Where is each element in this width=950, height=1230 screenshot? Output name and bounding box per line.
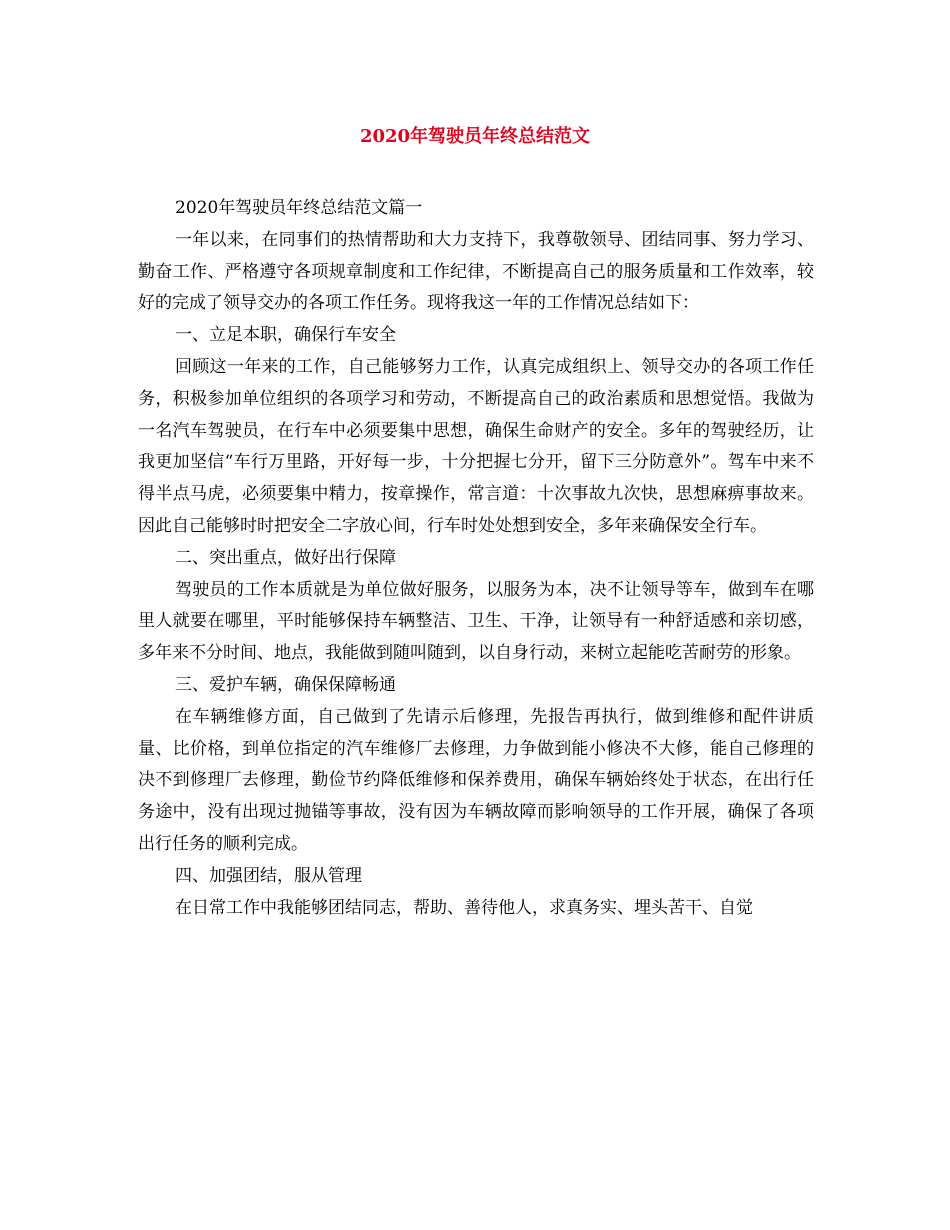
section-heading: 2020年驾驶员年终总结范文篇一 [175,198,423,218]
section-heading: 四、加强团结，服从管理 [175,865,362,886]
section-heading: 二、突出重点，做好出行保障 [175,547,396,568]
paragraph: 驾驶员的工作本质就是为单位做好服务，以服务为本，决不让领导等车，做到车在哪里人就要在哪里，平时能够保持车辆整洁、卫生、干净，让领导有一种舒适感和亲切感，多年来不分时间、地点，我能做到随叫随到，以自身行动，来树立起能吃苦耐劳的形象。 [138,579,814,664]
paragraph: 在日常工作中我能够团结同志，帮助、善待他人，求真务实、埋头苦干、自觉 [175,897,753,918]
paragraph: 一年以来，在同事们的热情帮助和大力支持下，我尊敬领导、团结同事、努力学习、勤奋工作、严格遵守各项规章制度和工作纪律，不断提高自己的服务质量和工作效率，较好的完成了领导交办的各项工作任务。现将我这一年的工作情况总结如下： [138,229,814,314]
document-title: 2020年驾驶员年终总结范文 [359,126,591,147]
document-body [138,193,814,924]
section-heading: 三、爱护车辆，确保保障畅通 [175,674,396,695]
section-heading: 一、立足本职，确保行车安全 [175,325,396,346]
paragraph: 在车辆维修方面，自己做到了先请示后修理，先报告再执行，做到维修和配件讲质量、比价格，到单位指定的汽车维修厂去修理，力争做到能小修决不大修，能自己修理的决不到修理厂去修理，勤俭节约降低维修和保养费用，确保车辆始终处于状态，在出行任务途中，没有出现过抛锚等事故，没有因为车辆故障而影响领导的工作开展，确保了各项出行任务的顺利完成。 [138,706,814,854]
paragraph: 回顾这一年来的工作，自己能够努力工作，认真完成组织上、领导交办的各项工作任务，积极参加单位组织的各项学习和劳动，不断提高自己的政治素质和思想觉悟。我做为一名汽车驾驶员，在行车中必须要集中思想，确保生命财产的安全。多年的驾驶经历，让我更加坚信“车行万里路，开好每一步，十分把握七分开，留下三分防意外”。驾车中来不得半点马虎，必须要集中精力，按章操作，常言道：十次事故九次快，思想麻痹事故来。因此自己能够时时把安全二字放心间，行车时处处想到安全，多年来确保安全行车。 [138,356,814,536]
